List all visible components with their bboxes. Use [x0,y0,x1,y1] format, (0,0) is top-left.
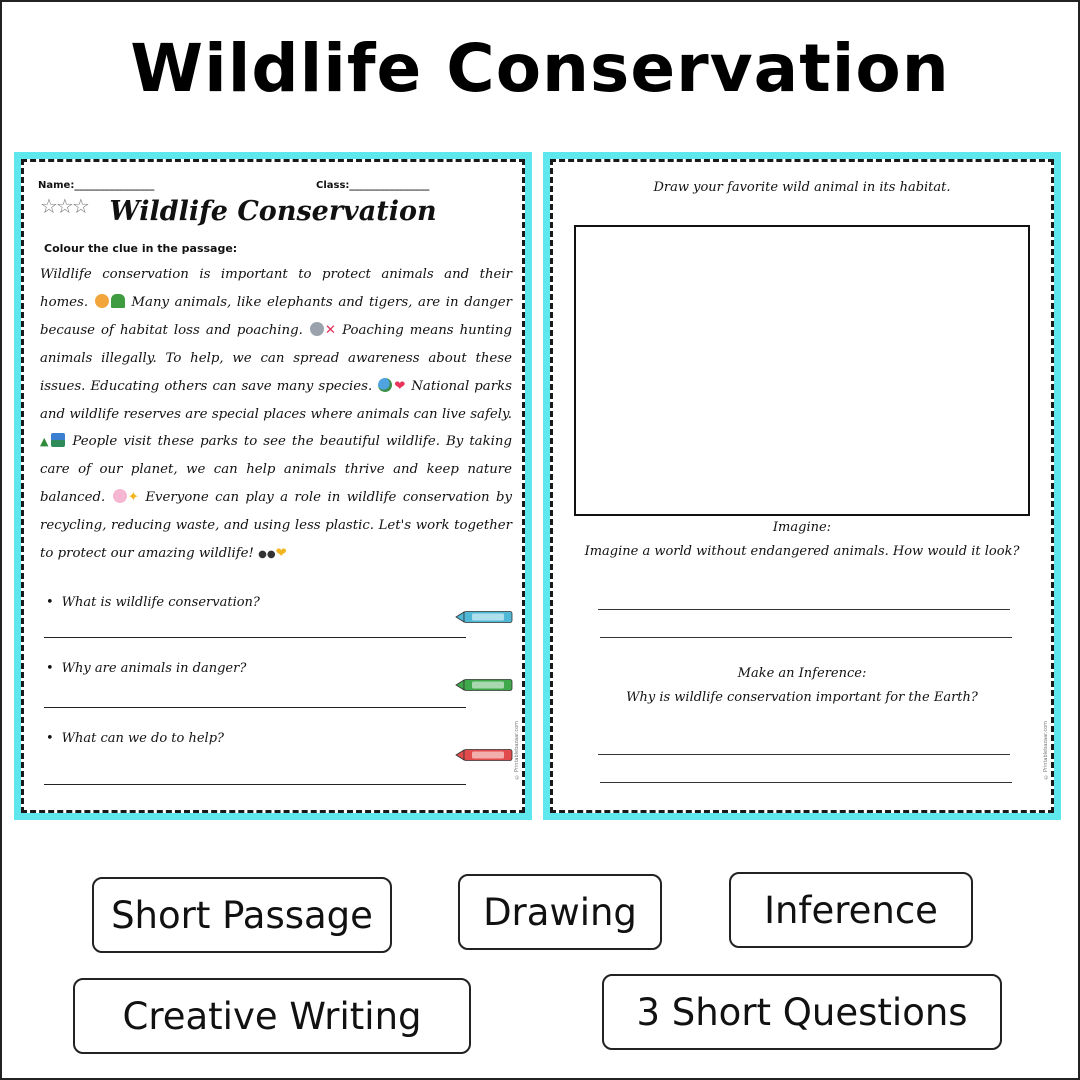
answer-line[interactable] [44,784,466,785]
question-text: What is wildlife conservation? [61,595,260,610]
tag-drawing: Drawing [458,874,662,950]
answer-line[interactable] [600,782,1012,783]
copyright-credit: © Printablebazaar.com [1043,721,1049,780]
globe-emoji-icon [378,378,392,392]
imagine-label: Imagine: [772,520,832,535]
lion-emoji-icon [95,294,109,308]
question-text: Why are animals in danger? [61,661,247,676]
answer-line[interactable] [44,707,466,708]
copyright-credit: © Printablebazaar.com [514,721,520,780]
yellow-heart-emoji-icon: ❤ [275,546,287,562]
answer-line[interactable] [598,609,1010,610]
question-text: What can we do to help? [61,731,224,746]
main-title: Wildlife Conservation [130,30,950,107]
drawing-box[interactable] [574,225,1030,516]
sparkles-emoji-icon: ✦ [127,490,139,506]
reading-passage [40,261,512,569]
evergreen-tree-emoji-icon: ▲ [40,435,51,449]
imagine-question: Imagine a world without endangered animals. How would it look? [584,544,1020,559]
passage-sentence: Everyone can play a role in wildlife conservation by recycling, reducing waste, and using less plastic. Let's work together to protect our amazing wildlife! [40,490,513,562]
rating-stars-icon: ☆☆☆ [40,194,88,218]
worksheet-page-preview[interactable] [14,152,532,820]
inference-question: Why is wildlife conservation important for the Earth? [626,690,978,705]
answer-line[interactable] [600,637,1012,638]
answer-line[interactable] [44,637,466,638]
cross-mark-icon: ✕ [324,322,337,338]
question-1: • What is wildlife conservation? [46,595,260,610]
landscape-emoji-icon [51,433,65,447]
tag-3-short-questions: 3 Short Questions [602,974,1002,1050]
passage-sentence: Poaching means hunting animals illegally. To help, we can spread awareness about these issues. Educating others can save many species. [40,322,512,394]
tag-creative-writing: Creative Writing [73,978,471,1054]
passage-sentence: People visit these parks to see the beautiful wildlife. By taking care of our planet, we can help animals thrive and keep nature balanced. [40,434,512,506]
red-crayon-icon [454,747,514,763]
class-field-label: Class:________________ [316,180,430,191]
tree-emoji-icon [111,294,125,308]
tag-inference: Inference [729,872,973,948]
flower-emoji-icon [113,489,127,503]
worksheet-title: Wildlife Conservation [109,196,437,227]
worksheet-instruction: Colour the clue in the passage: [44,242,238,255]
green-crayon-icon [454,677,514,693]
drawing-page-inner [550,159,1054,813]
passage-sentence: Many animals, like elephants and tigers, are in danger because of habitat loss and poaching. [40,294,513,338]
name-field-label: Name:________________ [38,180,155,191]
heart-emoji-icon: ❤ [393,378,407,394]
tag-short-passage: Short Passage [92,877,392,953]
answer-line[interactable] [598,754,1010,755]
blue-crayon-icon [454,609,514,625]
inference-label: Make an Inference: [737,666,867,681]
drawing-prompt: Draw your favorite wild animal in its habitat. [653,180,951,195]
passage-sentence: Wildlife conservation is important to protect animals and their homes. [40,267,512,310]
paw-prints-emoji-icon: ●● [258,549,276,561]
question-3: • What can we do to help? [46,731,224,746]
worksheet-page-inner [21,159,525,813]
question-2: • Why are animals in danger? [46,661,247,676]
passage-sentence: National parks and wildlife reserves are special places where animals can live safely. [40,378,512,422]
drawing-page-preview[interactable] [543,152,1061,820]
elephant-emoji-icon [310,322,324,336]
